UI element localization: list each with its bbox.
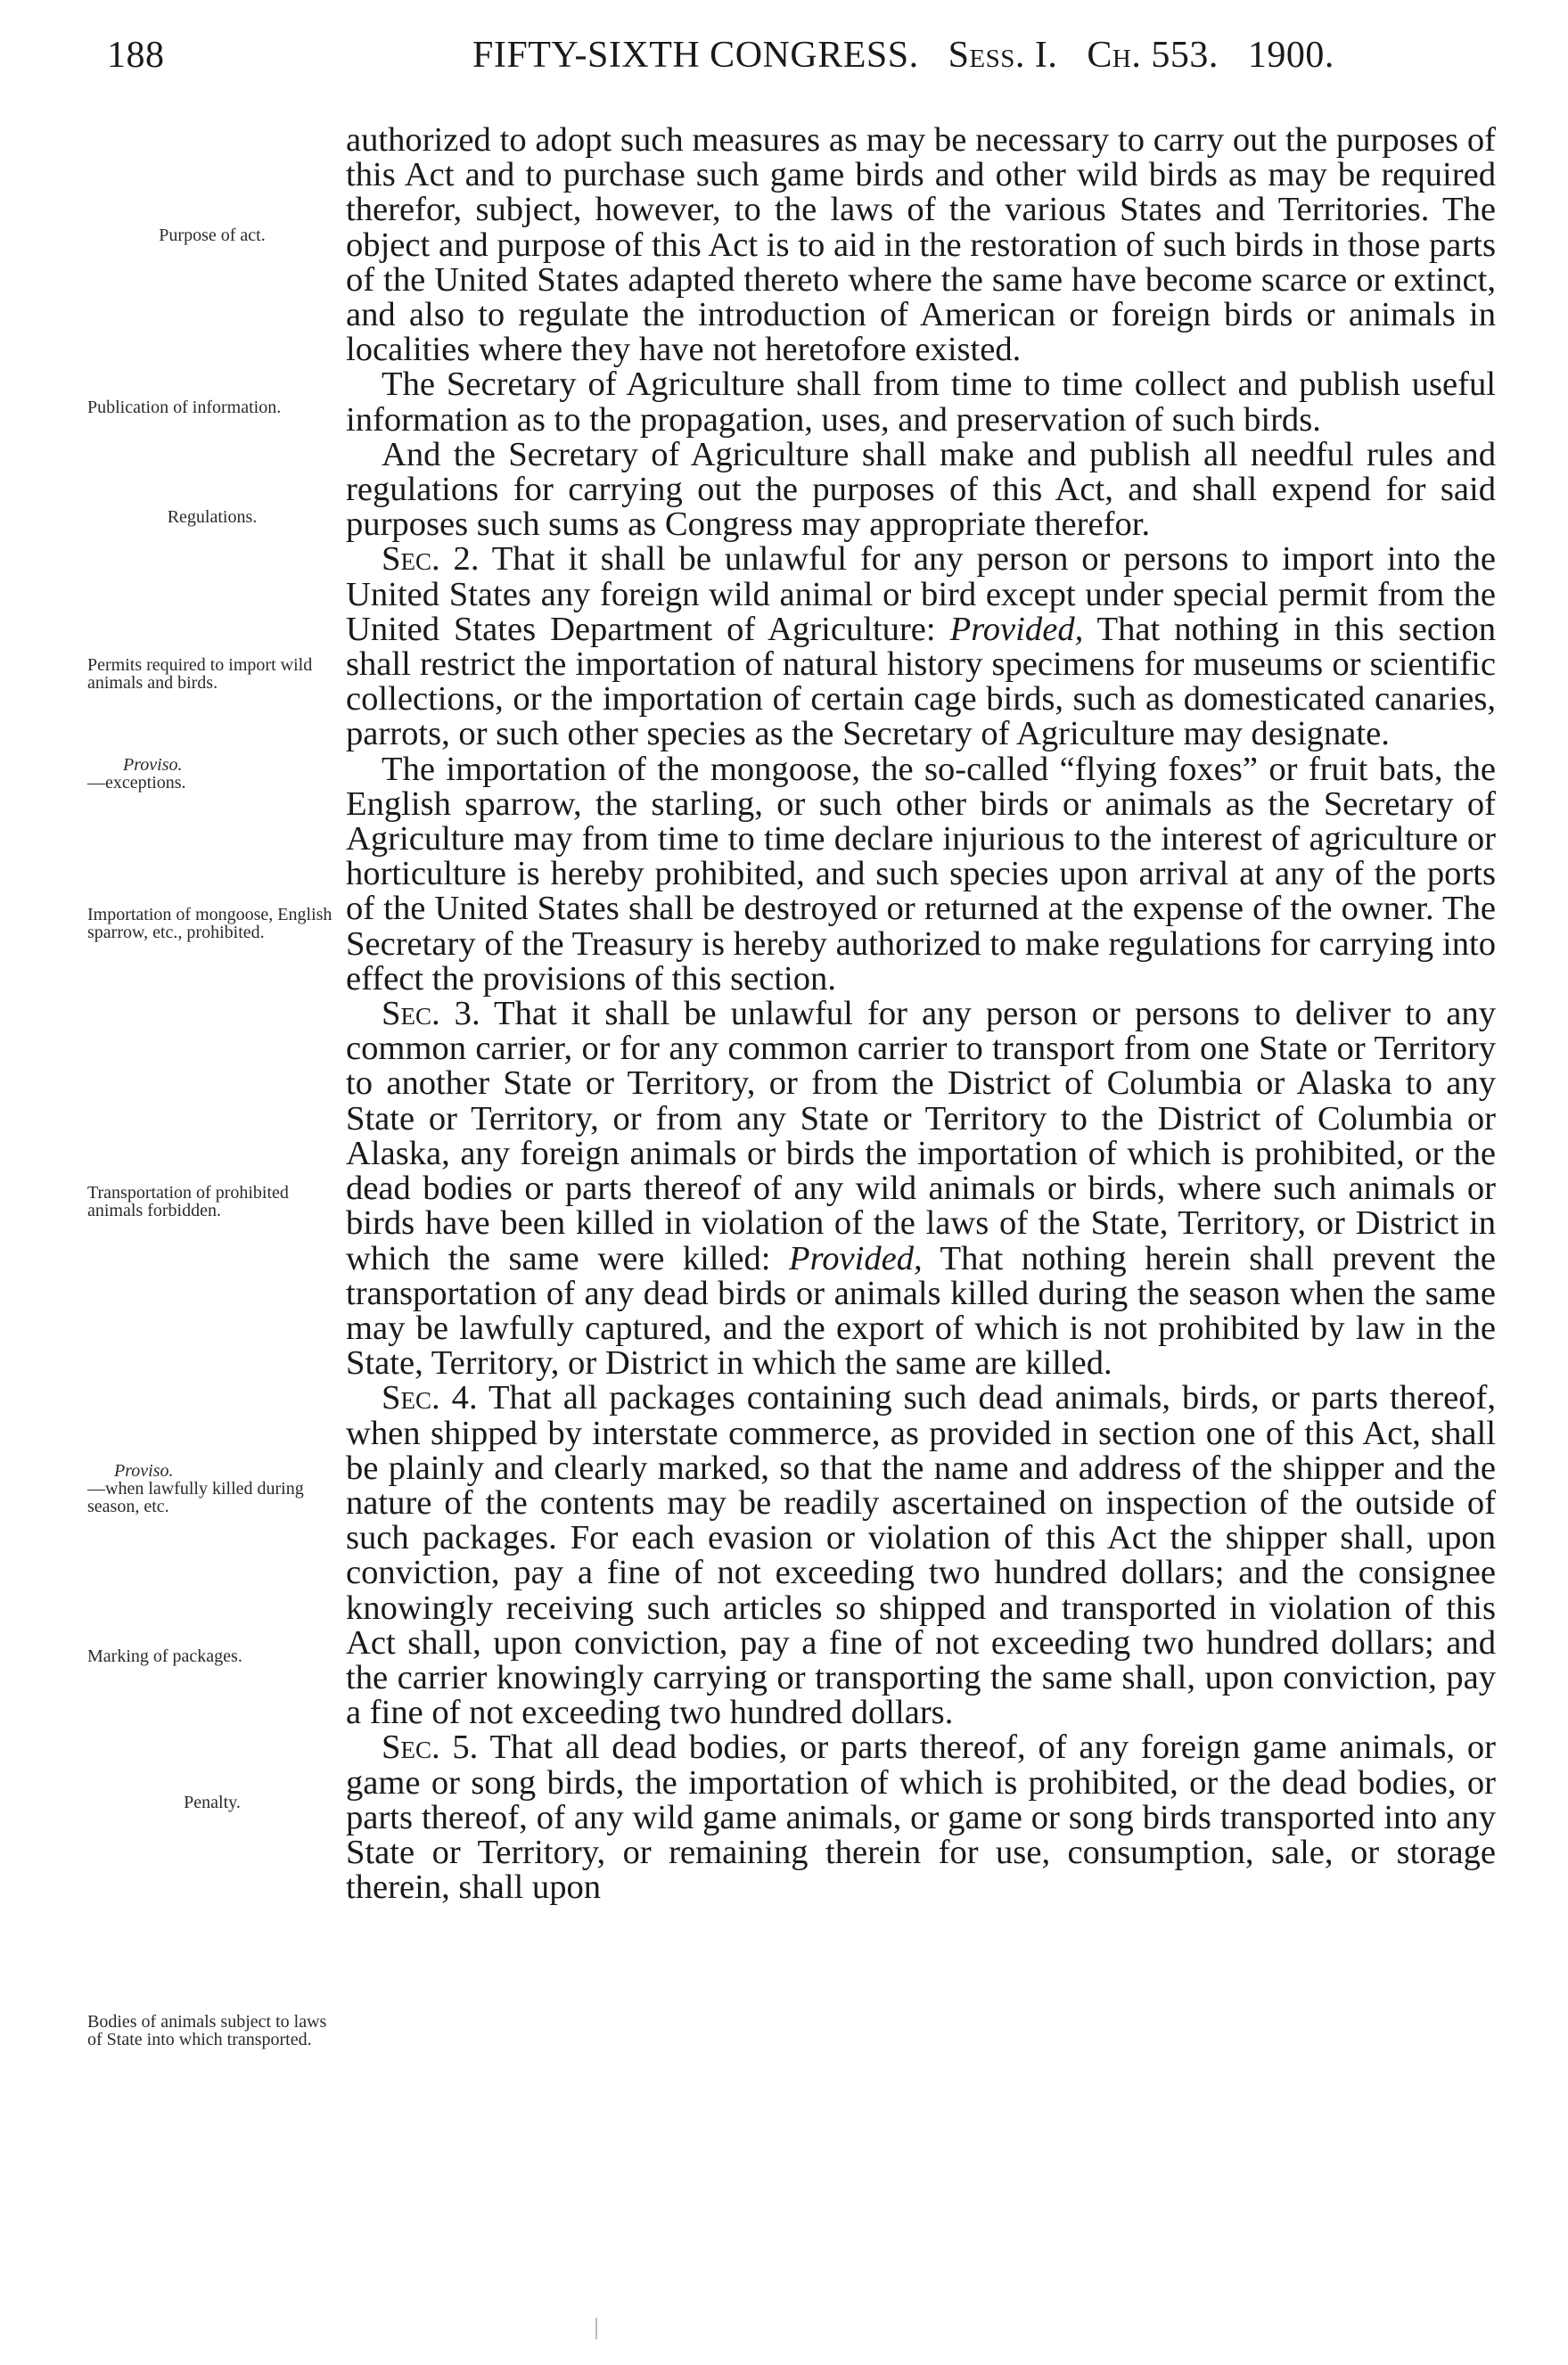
proviso-text: —exceptions. — [87, 773, 186, 792]
page-number: 188 — [107, 35, 165, 76]
paragraph-mongoose: The importation of the mongoose, the so-called “flying foxes” or fruit bats, the English sparrow, the starling, or such other birds or animals as the Secretary of Agriculture may from time to time declare injurious to the interest of agriculture or horticulture is hereby prohibited, and such species upon arrival at any of the ports of the United States shall be destroyed or returned at the expense of the owner. The Secretary of the Treasury is hereby authorized to make regulations for carrying into effect the provisions of this section. — [346, 750, 1496, 998]
paragraph-section-5 — [346, 1730, 1496, 1905]
margin-note-bodies: Bodies of animals subject to laws of State into which transported. — [87, 2012, 327, 2049]
section-3-text-b: That nothing herein shall prevent the transportation of any dead birds or animals killed during the season when the same may be lawfully captured, and the export of which is not prohibited by law in the State, Territory, or District in which the same are killed. — [346, 1239, 1497, 1383]
proviso-title: Proviso. — [123, 755, 183, 775]
margin-note-proviso-exceptions — [87, 756, 337, 792]
head-title — [472, 34, 1334, 77]
paragraph-section-3 — [346, 997, 1496, 1381]
margin-note-permits: Permits required to import wild animals and birds. — [87, 655, 313, 693]
paragraph-regulations: And the Secretary of Agriculture shall make and publish all needful rules and regulations for carrying out the purposes of this Act, and shall expend for said purposes such sums as Congress may appropriate therefor. — [346, 435, 1496, 544]
section-2-text-b: That nothing in this section shall restrict the importation of natural history specimens for museums or scientific collections, or the importation of certain cage birds, such as domesticated canaries, parrots, or such other species as the Secretary of Agriculture may designate. — [346, 610, 1496, 753]
margin-note-purpose: Purpose of act. — [159, 226, 266, 245]
section-3-text-a: That it shall be unlawful for any person or persons to deliver to any common carrier, or for any common carrier to transport from one State or Territory to another State or Territory, or from the District of Columbia or Alaska to any State or Territory, or from any State or Territory to the District of Columbia or Alaska, any foreign animals or birds the importation of which is prohibited, or the dead bodies or parts thereof of any wild animals or birds, where such animals or birds have been killed in violation of the laws of the State, Territory, or District in which the same were killed: — [346, 995, 1496, 1277]
section-4-text: That all packages containing such dead animals, birds, or parts thereof, when shipped by interstate commerce, as provided in section one of this Act, shall be plainly and clearly marked, so that the name and address of the shipper and the nature of the contents may be readily ascertained on inspection of the outside of such packages. For each evasion or violation of this Act the shipper shall, upon conviction, pay a fine of not exceeding two hundred dollars; and the consignee knowingly receiving such articles so shipped and transported in violation of this Act shall, upon conviction, pay a fine of not exceeding two hundred dollars; and the carrier knowingly carrying or transporting the same shall, upon conviction, pay a fine of not exceeding two hundred dollars. — [346, 1379, 1496, 1732]
session-label: Sess. I. — [948, 35, 1058, 76]
proviso-season-title: Proviso. — [114, 1461, 174, 1481]
paragraph-section-2 — [346, 542, 1496, 751]
margin-note-regulations: Regulations. — [167, 507, 258, 527]
margin-note-marking: Marking of packages. — [87, 1646, 242, 1666]
section-5-text: That all dead bodies, or parts thereof, of any foreign game animals, or game or song birds, the importation of which is prohibited, or the dead bodies, or parts thereof, of any wild game animals, or game or song birds transported into any State or Territory, or remaining therein for use, consumption, sale, or storage therein, shall upon — [346, 1729, 1496, 1907]
section-5-label: Sec. 5. — [382, 1729, 479, 1767]
margin-note-mongoose: Importation of mongoose, English sparrow, etc., prohibited. — [87, 905, 332, 942]
paragraph-purpose: authorized to adopt such measures as may be necessary to carry out the purposes of this Act and to purchase such game birds and other wild birds as may be required therefor, subject, however, to the laws of the various States and Territories. The object and purpose of this Act is to aid in the restoration of such birds in those parts of the United States adapted thereto where the same have become scarce or extinct, and also to regulate the introduction of American or foreign birds or animals in localities where they have not heretofore existed. — [346, 121, 1496, 369]
margin-note-penalty: Penalty. — [184, 1793, 241, 1812]
section-4-label: Sec. 4. — [382, 1379, 478, 1417]
running-head — [107, 34, 1426, 87]
scan-mark — [595, 2318, 597, 2339]
year-label: 1900. — [1247, 35, 1334, 76]
paragraph-publication: The Secretary of Agriculture shall from time to time collect and publish useful information as to the propagation, uses, and preservation of such birds. — [346, 365, 1496, 439]
congress-title: FIFTY-SIXTH CONGRESS. — [472, 35, 919, 76]
paragraph-section-4 — [346, 1381, 1496, 1730]
section-2-text-a: That it shall be unlawful for any person or persons to import into the United States any foreign wild animal or bird except under special permit from the United States Department of Agriculture: — [346, 540, 1496, 648]
chapter-label: Ch. 553. — [1087, 35, 1219, 76]
body-text — [346, 123, 1496, 1905]
proviso-season-text: —when lawfully killed during season, etc. — [87, 1479, 304, 1516]
section-2-provided: Provided, — [949, 610, 1084, 648]
margin-note-publication: Publication of information. — [87, 398, 282, 417]
section-3-provided: Provided, — [789, 1239, 923, 1277]
margin-note-transportation: Transportation of prohibited animals forbidden. — [87, 1183, 289, 1220]
margin-note-proviso-season — [87, 1462, 337, 1515]
section-2-label: Sec. 2. — [382, 540, 480, 579]
section-3-label: Sec. 3. — [382, 995, 480, 1033]
